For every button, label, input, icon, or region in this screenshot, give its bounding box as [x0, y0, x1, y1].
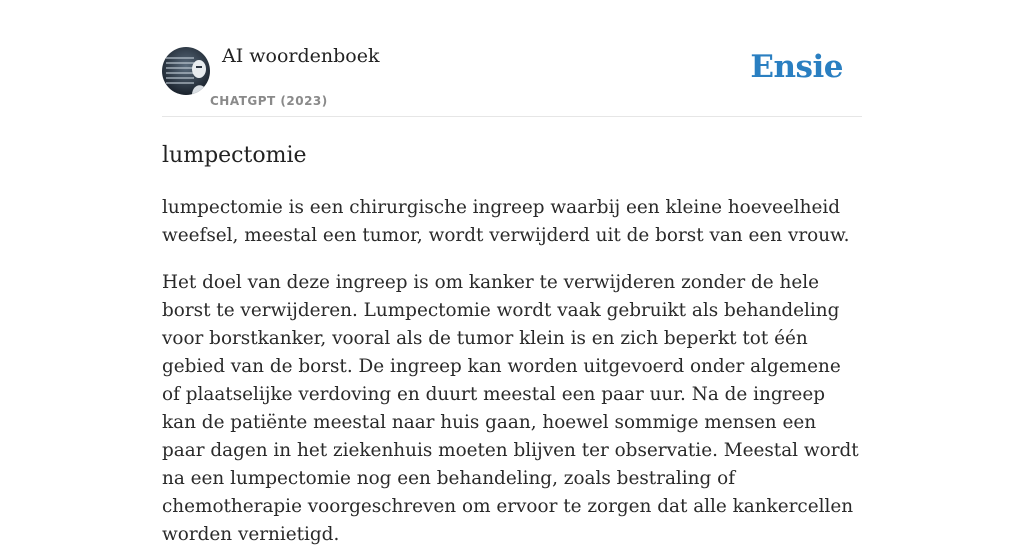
entry-card: [162, 0, 862, 549]
entry-paragraph-1: lumpectomie is een chirurgische ingreep waarbij een kleine hoeveelheid weefsel, meestal een tumor, wordt verwijderd uit de borst van een vrouw.: [162, 197, 850, 246]
source-name[interactable]: AI woordenboek: [222, 45, 380, 67]
card-header: [162, 0, 862, 117]
robot-portrait-icon: [162, 47, 210, 95]
ensie-logo[interactable]: Ensie: [750, 49, 843, 85]
source-avatar: [162, 47, 210, 95]
source-meta: CHATGPT (2023): [210, 94, 328, 108]
entry-paragraph-2: Het doel van deze ingreep is om kanker te verwijderen zonder de hele borst te verwijderen. Lumpectomie wordt vaak gebruikt als behandeling voor borstkanker, vooral als de tumor klein is en zich beperkt tot één gebied van de borst. De ingreep kan worden uitgevoerd onder algemene of plaatselijke verdoving en duurt meestal een paar uur. Na de ingreep kan de patiënte meestal naar huis gaan, hoewel sommige mensen een paar dagen in het ziekenhuis moeten blijven ter observatie. Meestal wordt na een lumpectomie nog een behandeling, zoals bestraling of chemotherapie voorgeschreven om ervoor te zorgen dat alle kankercellen worden vernietigd.: [162, 272, 859, 545]
entry-term: lumpectomie: [162, 143, 307, 168]
